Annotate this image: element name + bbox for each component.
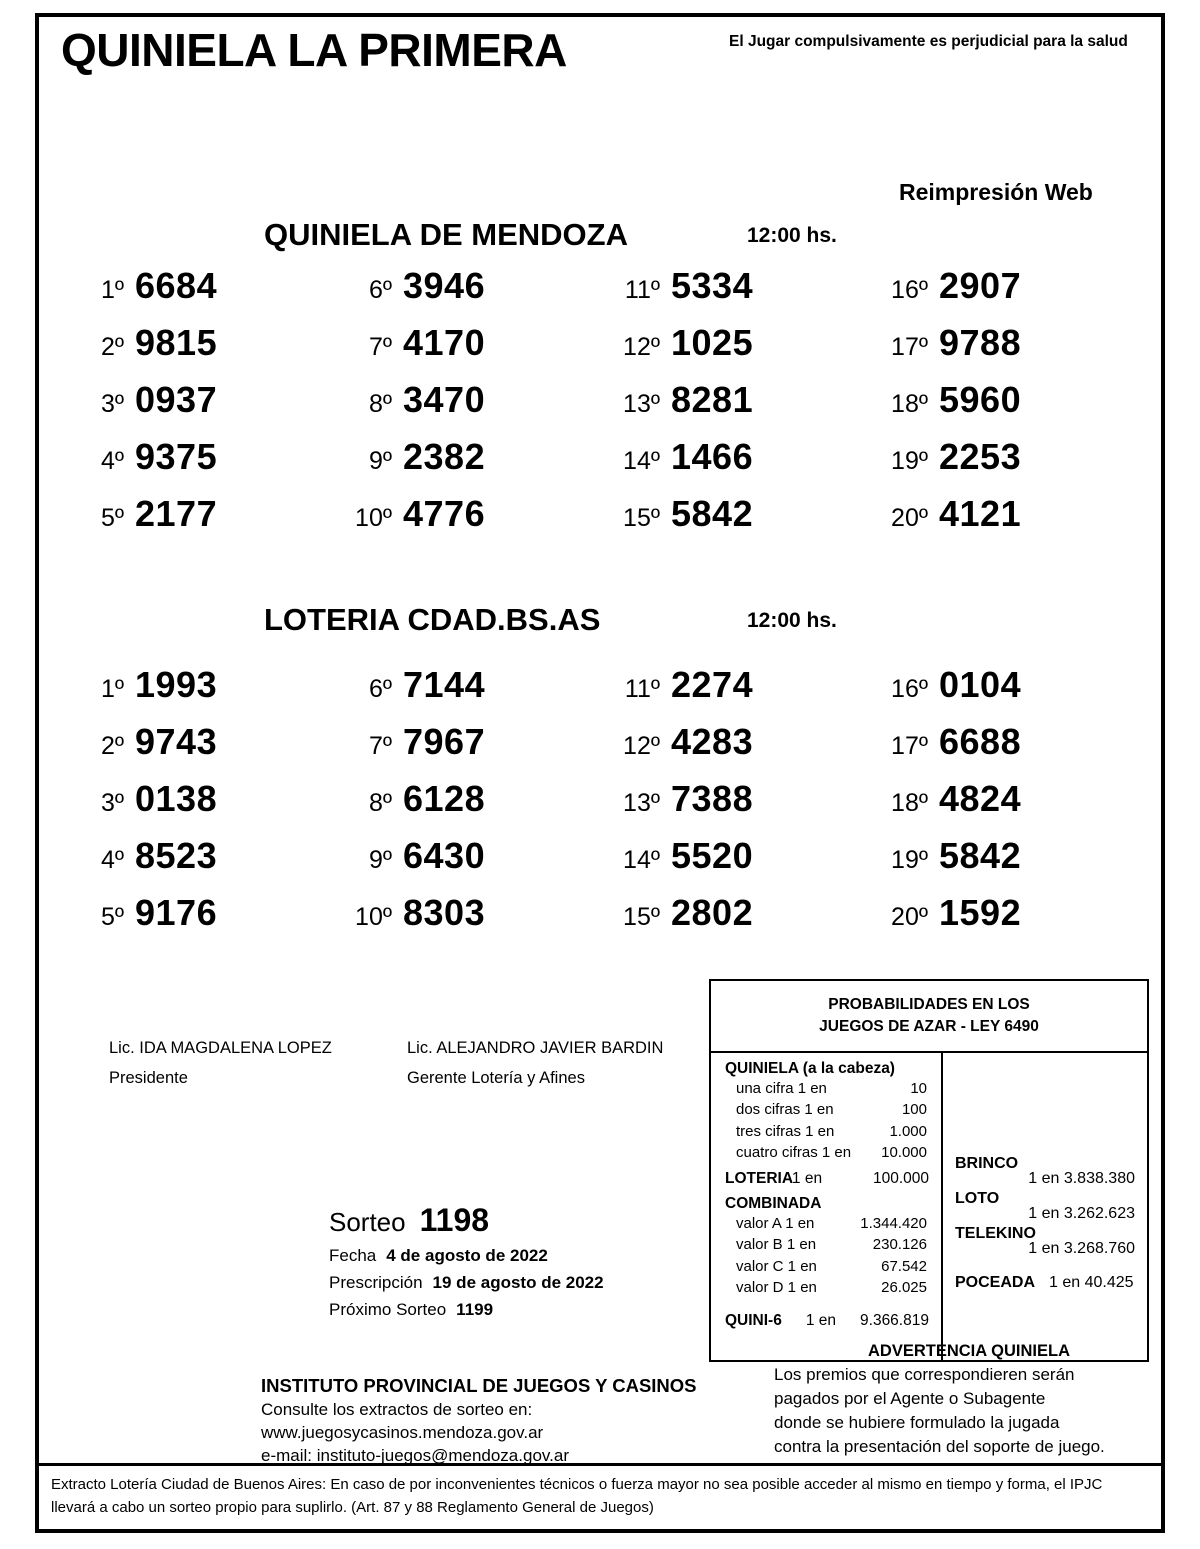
lottery-extract-sheet <box>35 13 1165 1533</box>
quini6-probability-row <box>725 1312 933 1330</box>
probability-label: valor C 1 en <box>736 1257 817 1275</box>
game-value: 1 en 3.268.760 <box>1028 1240 1135 1257</box>
draw-title-loteria-bsas: LOTERIA CDAD.BS.AS <box>264 602 601 637</box>
probabilities-left-column <box>711 1053 943 1362</box>
probability-label: valor D 1 en <box>736 1279 817 1297</box>
result-position: 8º <box>368 390 392 418</box>
result-cell <box>881 892 1149 949</box>
result-cell <box>345 493 613 550</box>
loteria-mid: 1 en <box>791 1170 823 1188</box>
loteria-label: LOTERIA <box>725 1170 794 1188</box>
result-number: 7144 <box>403 664 486 705</box>
result-position: 8º <box>368 789 392 817</box>
page-title: QUINIELA LA PRIMERA <box>61 24 567 76</box>
result-cell <box>345 436 613 493</box>
reprint-label: Reimpresión Web <box>899 179 1093 205</box>
fecha-value: 4 de agosto de 2022 <box>386 1246 548 1265</box>
proximo-sorteo-label: Próximo Sorteo <box>329 1300 447 1319</box>
result-position: 12º <box>623 333 660 361</box>
result-number: 2177 <box>135 493 218 534</box>
result-number: 4283 <box>671 721 754 762</box>
probability-row <box>725 1121 933 1142</box>
result-position: 4º <box>100 846 124 874</box>
game-probability-telekino <box>955 1225 1139 1258</box>
result-number: 6430 <box>403 835 486 876</box>
result-number: 1993 <box>135 664 218 705</box>
result-position: 19º <box>891 447 928 475</box>
institute-name: INSTITUTO PROVINCIAL DE JUEGOS Y CASINOS <box>261 1375 697 1396</box>
result-cell <box>613 265 881 322</box>
result-position: 14º <box>623 846 660 874</box>
result-number: 5842 <box>939 835 1022 876</box>
result-cell <box>345 892 613 949</box>
result-cell <box>881 436 1149 493</box>
result-cell <box>77 835 345 892</box>
probability-row <box>725 1213 933 1234</box>
probability-row <box>725 1277 933 1298</box>
result-number: 7967 <box>403 721 486 762</box>
advisory-line: contra la presentación del soporte de juego. <box>774 1437 1105 1456</box>
result-number: 6688 <box>939 721 1022 762</box>
result-position: 1º <box>100 675 124 703</box>
result-cell <box>613 664 881 721</box>
result-number: 5960 <box>939 379 1022 420</box>
probability-label: valor A 1 en <box>736 1215 815 1233</box>
result-position: 7º <box>368 732 392 760</box>
probability-row <box>725 1078 933 1099</box>
result-number: 9788 <box>939 322 1022 363</box>
probability-value: 10 <box>910 1080 927 1097</box>
result-number: 4170 <box>403 322 486 363</box>
game-probability-loto <box>955 1190 1139 1223</box>
result-number: 0937 <box>135 379 218 420</box>
result-cell <box>345 664 613 721</box>
consult-text: Consulte los extractos de sorteo en: <box>261 1400 533 1419</box>
result-position: 15º <box>623 504 660 532</box>
prescripcion-value: 19 de agosto de 2022 <box>432 1273 604 1292</box>
result-position: 17º <box>891 732 928 760</box>
quiniela-section-header: QUINIELA (a la cabeza) <box>725 1060 895 1077</box>
result-position: 16º <box>891 276 928 304</box>
result-cell <box>77 721 345 778</box>
result-number: 1025 <box>671 322 754 363</box>
result-position: 1º <box>100 276 124 304</box>
quini6-mid: 1 en <box>805 1312 837 1330</box>
probabilities-table <box>709 979 1149 1362</box>
result-cell <box>881 664 1149 721</box>
result-number: 3470 <box>403 379 486 420</box>
result-cell <box>77 664 345 721</box>
result-cell <box>345 721 613 778</box>
result-number: 2274 <box>671 664 754 705</box>
result-cell <box>345 835 613 892</box>
result-number: 9743 <box>135 721 218 762</box>
result-cell <box>345 778 613 835</box>
bottom-disclaimer: Extracto Lotería Ciudad de Buenos Aires: En caso de por inconvenientes técnicos o fuerza mayor no sea posible acceder al mismo en tiempo y forma, el IPJC llevará a cabo un sorteo propio para suplirlo. (Art. 87 y 88 Reglamento General de Juegos) <box>39 1463 1161 1529</box>
results-grid-loteria-bsas <box>39 664 1161 949</box>
result-cell <box>881 265 1149 322</box>
result-number: 7388 <box>671 778 754 819</box>
result-cell <box>613 322 881 379</box>
result-number: 4776 <box>403 493 486 534</box>
result-position: 13º <box>623 789 660 817</box>
result-position: 12º <box>623 732 660 760</box>
sorteo-number: 1198 <box>419 1202 490 1238</box>
website-url: www.juegosycasinos.mendoza.gov.ar <box>261 1423 544 1442</box>
combinada-section-header: COMBINADA <box>725 1195 822 1213</box>
result-cell <box>77 265 345 322</box>
sorteo-prescripcion-line <box>329 1273 729 1293</box>
sorteo-info-block <box>329 1202 729 1320</box>
game-name: LOTO <box>955 1190 1000 1207</box>
result-position: 4º <box>100 447 124 475</box>
probability-label: cuatro cifras 1 en <box>736 1143 852 1161</box>
game-probability-brinco <box>955 1155 1139 1188</box>
game-value: 1 en 3.838.380 <box>1028 1170 1135 1187</box>
result-number: 5520 <box>671 835 754 876</box>
game-value: 1 en 3.262.623 <box>1028 1205 1135 1222</box>
probability-row <box>725 1234 933 1255</box>
game-name: TELEKINO <box>955 1225 1036 1242</box>
result-cell <box>613 436 881 493</box>
prescripcion-label: Prescripción <box>329 1273 423 1292</box>
probability-row <box>725 1142 933 1163</box>
proximo-sorteo-value: 1199 <box>456 1300 494 1319</box>
result-position: 2º <box>100 333 124 361</box>
game-probability-poceada <box>955 1274 1139 1292</box>
result-number: 5842 <box>671 493 754 534</box>
result-position: 16º <box>891 675 928 703</box>
result-position: 7º <box>368 333 392 361</box>
result-cell <box>345 322 613 379</box>
draw-header-mendoza <box>39 207 1161 265</box>
result-cell <box>881 379 1149 436</box>
advisory-line: pagados por el Agente o Subagente <box>774 1389 1046 1408</box>
sorteo-number-line <box>329 1202 729 1239</box>
result-position: 10º <box>355 903 392 931</box>
result-cell <box>77 892 345 949</box>
result-number: 4121 <box>939 493 1022 534</box>
result-position: 14º <box>623 447 660 475</box>
signature-name-president: Lic. IDA MAGDALENA LOPEZ <box>109 1039 332 1057</box>
result-number: 2802 <box>671 892 754 933</box>
result-cell <box>613 379 881 436</box>
result-cell <box>77 436 345 493</box>
result-number: 2907 <box>939 265 1022 306</box>
result-number: 9815 <box>135 322 218 363</box>
result-position: 3º <box>100 789 124 817</box>
game-name: POCEADA <box>955 1274 1036 1291</box>
result-number: 8523 <box>135 835 218 876</box>
result-position: 2º <box>100 732 124 760</box>
probability-value: 10.000 <box>881 1143 927 1161</box>
probability-label: dos cifras 1 en <box>736 1101 834 1119</box>
result-position: 10º <box>355 504 392 532</box>
sorteo-fecha-line <box>329 1246 729 1266</box>
result-position: 20º <box>891 903 928 931</box>
quiniela-advisory-block <box>774 1342 1164 1457</box>
result-cell <box>77 379 345 436</box>
quini6-value: 9.366.819 <box>860 1312 929 1330</box>
game-value: 1 en 40.425 <box>1049 1274 1134 1291</box>
result-cell <box>345 265 613 322</box>
advisory-line: donde se hubiere formulado la jugada <box>774 1413 1060 1432</box>
sorteo-proximo-line <box>329 1300 729 1320</box>
probability-value: 26.025 <box>881 1279 927 1297</box>
probability-value: 67.542 <box>881 1257 927 1275</box>
loteria-value: 100.000 <box>872 1170 929 1188</box>
result-number: 0138 <box>135 778 218 819</box>
result-position: 20º <box>891 504 928 532</box>
probabilities-right-column <box>943 1053 1147 1362</box>
signature-role-president: Presidente <box>109 1069 188 1087</box>
draw-header-loteria-bsas <box>39 592 1161 650</box>
draw-time-loteria-bsas: 12:00 hs. <box>747 609 837 632</box>
result-cell <box>881 322 1149 379</box>
signature-role-manager: Gerente Lotería y Afines <box>407 1069 585 1087</box>
probability-label: tres cifras 1 en <box>736 1122 835 1140</box>
result-position: 18º <box>891 390 928 418</box>
loteria-probability-row <box>725 1170 933 1188</box>
result-number: 3946 <box>403 265 486 306</box>
result-number: 1592 <box>939 892 1022 933</box>
draw-time-mendoza: 12:00 hs. <box>747 224 837 247</box>
result-cell <box>345 379 613 436</box>
result-position: 18º <box>891 789 928 817</box>
result-position: 11º <box>624 675 660 703</box>
game-name: BRINCO <box>955 1155 1019 1172</box>
advisory-line: Los premios que correspondieren serán <box>774 1365 1075 1384</box>
result-cell <box>613 493 881 550</box>
result-cell <box>881 778 1149 835</box>
document-header <box>39 17 1161 79</box>
result-number: 5334 <box>671 265 754 306</box>
probability-value: 1.344.420 <box>860 1215 927 1233</box>
result-number: 6684 <box>135 265 218 306</box>
draw-section-mendoza <box>39 207 1161 534</box>
result-number: 6128 <box>403 778 486 819</box>
result-position: 6º <box>368 675 392 703</box>
result-position: 9º <box>368 846 392 874</box>
probability-value: 1.000 <box>889 1122 927 1140</box>
result-cell <box>77 493 345 550</box>
institute-footer-block <box>261 1375 731 1466</box>
probabilities-body <box>711 1053 1147 1362</box>
result-position: 13º <box>623 390 660 418</box>
result-number: 9375 <box>135 436 218 477</box>
draw-title-mendoza: QUINIELA DE MENDOZA <box>264 217 628 252</box>
advisory-title: ADVERTENCIA QUINIELA <box>868 1342 1070 1360</box>
result-number: 4824 <box>939 778 1022 819</box>
result-position: 17º <box>891 333 928 361</box>
result-cell <box>613 778 881 835</box>
contact-email: e-mail: instituto-juegos@mendoza.gov.ar <box>261 1446 569 1465</box>
probability-row <box>725 1256 933 1277</box>
result-number: 0104 <box>939 664 1022 705</box>
result-number: 8303 <box>403 892 486 933</box>
probability-row <box>725 1099 933 1120</box>
draw-section-loteria-bsas <box>39 592 1161 933</box>
sorteo-label: Sorteo <box>329 1207 406 1237</box>
probabilities-title-line1: PROBABILIDADES EN LOS <box>828 995 1030 1013</box>
result-number: 2253 <box>939 436 1022 477</box>
probability-value: 230.126 <box>872 1236 927 1254</box>
probability-label: una cifra 1 en <box>736 1080 827 1097</box>
result-number: 8281 <box>671 379 754 420</box>
result-cell <box>881 493 1149 550</box>
result-number: 1466 <box>671 436 754 477</box>
spacer <box>955 1059 1139 1155</box>
result-position: 19º <box>891 846 928 874</box>
quini6-label: QUINI-6 <box>725 1312 782 1330</box>
result-cell <box>613 721 881 778</box>
result-position: 3º <box>100 390 124 418</box>
result-position: 15º <box>623 903 660 931</box>
signature-name-manager: Lic. ALEJANDRO JAVIER BARDIN <box>407 1039 664 1057</box>
result-cell <box>77 322 345 379</box>
probability-label: valor B 1 en <box>736 1236 817 1254</box>
result-cell <box>613 835 881 892</box>
result-cell <box>881 835 1149 892</box>
fecha-label: Fecha <box>329 1246 377 1265</box>
results-grid-mendoza <box>39 265 1161 550</box>
probabilities-title <box>711 981 1147 1053</box>
probability-value: 100 <box>901 1101 927 1119</box>
result-position: 6º <box>368 276 392 304</box>
result-position: 5º <box>100 504 124 532</box>
result-cell <box>77 778 345 835</box>
probabilities-title-line2: JUEGOS DE AZAR - LEY 6490 <box>819 1018 1039 1035</box>
result-number: 2382 <box>403 436 486 477</box>
result-number: 9176 <box>135 892 218 933</box>
result-position: 5º <box>100 903 124 931</box>
result-cell <box>881 721 1149 778</box>
result-position: 11º <box>624 276 660 304</box>
result-cell <box>613 892 881 949</box>
result-position: 9º <box>368 447 392 475</box>
gambling-warning-text: El Jugar compulsivamente es perjudicial para la salud <box>729 33 1128 50</box>
